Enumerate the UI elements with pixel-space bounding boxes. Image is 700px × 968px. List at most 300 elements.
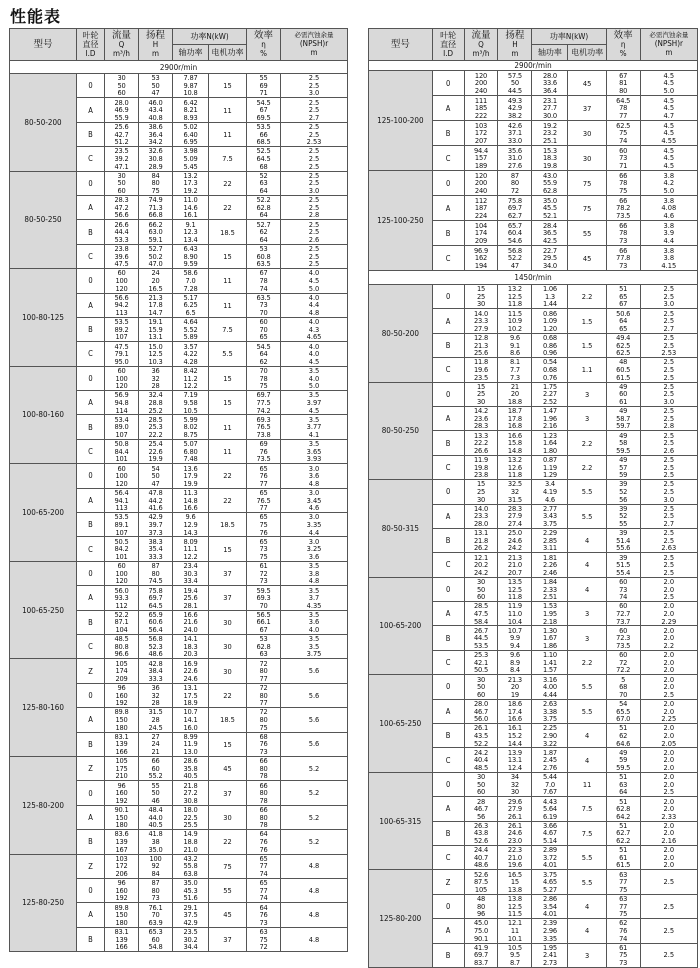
head-cell-value: 16.8 xyxy=(507,421,522,431)
efficiency-cell-value: 59 xyxy=(619,470,628,480)
shaft-power-cell xyxy=(173,195,209,219)
npsh-value: 2.0 xyxy=(663,625,675,635)
flow-cell-value: 95.0 xyxy=(114,356,129,366)
head-cell xyxy=(139,269,173,293)
efficiency-cell-value: 61 xyxy=(619,943,628,952)
shaft-power-cell-value: 4.43 xyxy=(542,796,557,806)
head-cell-value: 10.5 xyxy=(507,943,522,952)
impeller-code: Z xyxy=(77,756,105,780)
head-cell-value: 54 xyxy=(151,463,160,473)
flow-cell-value: 89.2 xyxy=(114,324,129,334)
npsh-cell xyxy=(640,246,697,271)
flow-cell-value: 60 xyxy=(476,592,485,602)
efficiency-cell-value: 69.3 xyxy=(256,593,271,603)
npsh-value: 2.0 xyxy=(663,657,675,667)
head-cell xyxy=(139,488,173,512)
npsh-cell xyxy=(640,96,697,121)
shaft-power-cell-value: 0.54 xyxy=(542,357,557,367)
motor-power-cell: 4 xyxy=(568,724,606,748)
shaft-power-cell-value: 16.9 xyxy=(183,658,198,668)
flow-cell-value: 53.3 xyxy=(114,234,129,244)
efficiency-cell xyxy=(247,756,281,780)
efficiency-cell-value: 49 xyxy=(619,455,628,465)
flow-cell xyxy=(464,121,498,146)
flow-cell-value: 23.3 xyxy=(473,316,488,326)
shaft-power-cell-value: 36.4 xyxy=(542,85,557,95)
flow-cell-value: 60 xyxy=(117,561,126,571)
shaft-power-cell-value: 9.87 xyxy=(183,80,198,90)
shaft-power-cell-value: 6.95 xyxy=(183,137,198,147)
shaft-power-cell-value: 3.66 xyxy=(542,821,557,830)
shaft-power-cell-value: 8.42 xyxy=(183,366,198,375)
shaft-power-cell-value: 14.8 xyxy=(183,495,198,505)
npsh-value: 4.0 xyxy=(308,268,320,278)
efficiency-cell-value: 58 xyxy=(619,438,628,448)
flow-cell-value: 96 xyxy=(117,780,126,790)
efficiency-cell-value: 64.6 xyxy=(616,738,631,748)
shaft-power-cell-value: 19.4 xyxy=(183,585,198,595)
motor-power-cell: 37 xyxy=(209,927,247,951)
table-row xyxy=(369,285,698,309)
npsh-value: 4.8 xyxy=(308,885,320,895)
npsh-cell xyxy=(640,171,697,196)
head-cell-value: 52.3 xyxy=(148,641,163,651)
npsh-cell xyxy=(640,196,697,221)
shaft-power-cell xyxy=(532,577,568,601)
head-cell-value: 72 xyxy=(510,185,519,195)
head-cell xyxy=(498,382,532,406)
efficiency-cell-value: 68 xyxy=(259,732,268,741)
head-cell-value: 46.0 xyxy=(148,97,163,107)
shaft-power-cell-value: 7.0 xyxy=(185,276,196,286)
shaft-power-cell-value: 17.5 xyxy=(183,690,198,700)
head-cell-value: 44.2 xyxy=(148,495,163,505)
motor-power-cell: 15 xyxy=(209,537,247,561)
efficiency-cell-value: 78.2 xyxy=(616,203,631,213)
head-cell-value: 69.7 xyxy=(507,203,522,213)
shaft-power-cell-value: 2.89 xyxy=(542,845,557,855)
shaft-power-cell-value: 2.18 xyxy=(542,616,557,626)
shaft-power-cell-value: 2.76 xyxy=(542,762,557,772)
header-model: 型号 xyxy=(10,29,77,61)
head-cell-value: 16.6 xyxy=(507,714,522,724)
npsh-value: 2.5 xyxy=(663,357,675,367)
efficiency-cell-value: 66 xyxy=(259,805,268,815)
shaft-power-cell-value: 1.30 xyxy=(542,625,557,635)
head-cell-value: 54.6 xyxy=(507,235,522,245)
efficiency-cell-value: 67 xyxy=(259,625,268,635)
npsh-value: 2.5 xyxy=(308,178,320,188)
npsh-value: 2.5 xyxy=(663,333,675,343)
flow-cell-value: 25.6 xyxy=(114,122,129,132)
flow-cell xyxy=(464,675,498,699)
flow-cell-value: 30 xyxy=(476,772,485,782)
speed-row xyxy=(369,271,698,285)
efficiency-cell-value: 80 xyxy=(259,812,268,822)
flow-cell-value: 56.6 xyxy=(114,210,129,220)
shaft-power-cell xyxy=(173,683,209,707)
motor-power-cell: 2.2 xyxy=(568,431,606,455)
npsh-value: 4.5 xyxy=(663,128,675,138)
table-row xyxy=(10,854,348,878)
flow-cell-value: 209 xyxy=(115,673,128,683)
head-cell-value: 62.7 xyxy=(507,210,522,220)
efficiency-cell-value: 65 xyxy=(259,332,268,342)
efficiency-cell-value: 74 xyxy=(619,592,628,602)
head-cell-value: 31.5 xyxy=(507,494,522,504)
impeller-code: C xyxy=(77,342,105,366)
shaft-power-cell xyxy=(173,610,209,634)
npsh-value: 4.2 xyxy=(663,178,675,188)
efficiency-cell xyxy=(247,683,281,707)
shaft-power-cell-value: 18.0 xyxy=(183,805,198,815)
efficiency-cell-value: 76 xyxy=(259,844,268,854)
flow-cell-value: 175 xyxy=(115,763,128,773)
flow-cell-value: 120 xyxy=(115,283,128,293)
head-cell-value: 47.0 xyxy=(148,259,163,269)
head-cell-value: 42.8 xyxy=(148,658,163,668)
efficiency-cell-value: 58.7 xyxy=(616,413,631,423)
shaft-power-cell-value: 1.47 xyxy=(542,406,557,416)
table-row xyxy=(10,756,348,780)
head-cell xyxy=(498,870,532,894)
npsh-value: 2.0 xyxy=(663,601,675,611)
pump-model: 125-80-200 xyxy=(369,870,433,968)
shaft-power-cell-value: 3.4 xyxy=(544,479,555,489)
shaft-power-cell xyxy=(173,878,209,902)
shaft-power-cell-value: 0.86 xyxy=(542,340,557,350)
efficiency-cell-value: 72 xyxy=(259,568,268,578)
motor-power-cell: 5.5 xyxy=(568,845,606,869)
efficiency-cell-value: 77.8 xyxy=(616,253,631,263)
efficiency-cell-value: 67.0 xyxy=(616,714,631,724)
npsh-value: 2.5 xyxy=(663,438,675,448)
npsh-cell xyxy=(640,504,697,528)
flow-cell xyxy=(105,464,139,488)
flow-cell xyxy=(105,878,139,902)
efficiency-cell xyxy=(247,781,281,805)
npsh-cell xyxy=(281,732,348,756)
shaft-power-cell-value: 2.33 xyxy=(542,584,557,594)
flow-cell-value: 50.5 xyxy=(114,536,129,546)
flow-cell-value: 27.9 xyxy=(473,323,488,333)
pump-model: 125-80-160 xyxy=(10,659,77,757)
head-cell-value: 22.3 xyxy=(507,845,522,855)
flow-cell-value: 47.5 xyxy=(114,259,129,269)
impeller-code: 0 xyxy=(77,171,105,195)
shaft-power-cell-value: 34.0 xyxy=(542,260,557,270)
efficiency-cell-value: 53 xyxy=(259,634,268,644)
npsh-value: 4.6 xyxy=(663,210,675,220)
flow-cell-value: 192 xyxy=(115,893,128,903)
flow-cell-value: 94.4 xyxy=(473,145,488,155)
efficiency-cell-value: 62.5 xyxy=(616,120,631,130)
pump-model: 125-100-250 xyxy=(369,171,433,271)
flow-cell xyxy=(105,366,139,390)
head-cell-value: 16.6 xyxy=(507,430,522,440)
head-cell-value: 7.3 xyxy=(509,372,520,382)
efficiency-cell-value: 67 xyxy=(619,70,628,80)
header-npsh: 必需汽蚀余量 (NPSH)r m xyxy=(281,29,348,61)
npsh-value: 5.6 xyxy=(308,690,320,700)
npsh-cell xyxy=(281,610,348,634)
npsh-value: 4.0 xyxy=(308,373,320,383)
shaft-power-cell-value: 37.5 xyxy=(183,910,198,920)
motor-power-cell: 5.5 xyxy=(568,699,606,723)
impeller-code: 0 xyxy=(77,561,105,585)
flow-cell-value: 26.7 xyxy=(473,625,488,635)
flow-cell-value: 50 xyxy=(117,178,126,188)
head-cell-value: 13.5 xyxy=(507,577,522,586)
npsh-value: 2.5 xyxy=(663,592,675,602)
flow-cell-value: 240 xyxy=(474,185,488,195)
npsh-value: 2.5 xyxy=(663,372,675,382)
shaft-power-cell-value: 8.93 xyxy=(183,112,198,122)
npsh-value: 4.5 xyxy=(663,145,675,155)
flow-cell-value: 20.2 xyxy=(473,560,488,570)
impeller-code: C xyxy=(432,455,464,479)
efficiency-cell-value: 68 xyxy=(259,161,268,171)
flow-cell-value: 52.2 xyxy=(114,610,129,619)
shaft-power-cell xyxy=(532,772,568,796)
efficiency-cell-value: 73 xyxy=(619,958,628,968)
flow-cell xyxy=(105,122,139,146)
shaft-power-cell-value: 0.86 xyxy=(542,308,557,318)
npsh-value: 4.55 xyxy=(661,135,677,145)
efficiency-cell xyxy=(247,195,281,219)
impeller-code: A xyxy=(77,293,105,317)
motor-power-cell: 75 xyxy=(568,171,606,196)
head-cell-value: 56.8 xyxy=(507,245,522,255)
shaft-power-cell xyxy=(532,675,568,699)
head-cell-value: 18.7 xyxy=(507,406,522,416)
motor-power-cell: 22 xyxy=(209,195,247,219)
shaft-power-cell-value: 3.75 xyxy=(542,869,557,879)
shaft-power-cell-value: 30.3 xyxy=(183,568,198,578)
head-cell xyxy=(139,513,173,537)
head-cell-value: 32.5 xyxy=(507,479,522,489)
head-cell-value: 26.1 xyxy=(507,811,522,821)
shaft-power-cell-value: 7.19 xyxy=(183,390,198,400)
head-cell-value: 17.8 xyxy=(148,300,163,310)
shaft-power-cell-value: 18.8 xyxy=(183,837,198,846)
flow-cell-value: 23.3 xyxy=(473,511,488,521)
head-cell xyxy=(498,221,532,246)
efficiency-cell-value: 61.5 xyxy=(616,372,631,382)
head-cell-value: 50 xyxy=(151,80,160,90)
shaft-power-cell-value: 21.6 xyxy=(183,617,198,627)
npsh-value: 2.5 xyxy=(308,251,320,261)
efficiency-cell-value: 73 xyxy=(259,544,268,554)
impeller-code: A xyxy=(77,195,105,219)
head-cell-value: 65.9 xyxy=(148,610,163,619)
npsh-cell xyxy=(640,553,697,577)
shaft-power-cell xyxy=(532,196,568,221)
efficiency-cell-value: 75 xyxy=(619,884,628,894)
table-row xyxy=(369,382,698,406)
efficiency-cell-value: 69 xyxy=(259,439,268,449)
efficiency-cell-value: 78 xyxy=(259,373,268,383)
efficiency-cell-value: 57 xyxy=(619,462,628,472)
shaft-power-cell xyxy=(173,708,209,732)
head-cell-value: 13.8 xyxy=(507,884,522,894)
efficiency-cell xyxy=(247,659,281,683)
head-cell xyxy=(498,821,532,845)
flow-cell xyxy=(105,391,139,415)
flow-cell-value: 101 xyxy=(115,454,128,464)
npsh-value: 2.0 xyxy=(663,699,675,708)
efficiency-cell-value: 76.5 xyxy=(256,422,271,432)
shaft-power-cell-value: 3.22 xyxy=(542,738,557,748)
shaft-power-cell-value: 0.76 xyxy=(542,372,557,382)
npsh-value: 3.5 xyxy=(308,366,320,375)
head-cell xyxy=(139,220,173,244)
head-cell-value: 70 xyxy=(151,910,160,920)
impeller-code: A xyxy=(432,309,464,333)
head-cell-value: 12.5 xyxy=(507,291,522,301)
head-cell-value: 52.7 xyxy=(148,244,163,254)
flow-cell-value: 93.3 xyxy=(114,593,129,603)
head-cell xyxy=(139,781,173,805)
motor-power-cell: 18.5 xyxy=(209,220,247,244)
head-cell-value: 60 xyxy=(151,763,160,773)
head-cell-value: 47 xyxy=(151,88,160,98)
npsh-value: 2.0 xyxy=(663,828,675,838)
flow-cell-value: 25 xyxy=(476,487,485,497)
efficiency-cell-value: 66 xyxy=(259,129,268,139)
head-cell xyxy=(498,675,532,699)
efficiency-cell-value: 50.6 xyxy=(616,308,631,318)
npsh-value: 2.5 xyxy=(308,161,320,171)
motor-power-cell: 3 xyxy=(568,626,606,650)
efficiency-cell-value: 69.7 xyxy=(256,390,271,400)
flow-cell xyxy=(105,805,139,829)
flow-cell-value: 94.2 xyxy=(114,300,129,310)
efficiency-cell-value: 73.5 xyxy=(616,210,631,220)
head-cell-value: 75.8 xyxy=(507,195,522,205)
head-cell xyxy=(498,121,532,146)
efficiency-cell-value: 64 xyxy=(259,186,268,196)
efficiency-cell xyxy=(606,772,640,796)
shaft-power-cell-value: 22.5 xyxy=(183,812,198,822)
efficiency-cell-value: 80 xyxy=(259,715,268,725)
flow-cell-value: 13.3 xyxy=(473,430,488,440)
efficiency-cell-value: 65 xyxy=(619,323,628,333)
npsh-value: 4.5 xyxy=(663,120,675,130)
head-cell-value: 22.2 xyxy=(148,429,163,439)
head-cell-value: 36 xyxy=(151,366,160,375)
shaft-power-cell-value: 34.4 xyxy=(183,942,198,952)
shaft-power-cell xyxy=(173,293,209,317)
flow-cell-value: 172 xyxy=(474,128,488,138)
impeller-code: A xyxy=(77,391,105,415)
npsh-cell xyxy=(281,878,348,902)
shaft-power-cell-value: 45.5 xyxy=(542,203,557,213)
npsh-value: 2.5 xyxy=(663,689,675,699)
head-cell-value: 21.0 xyxy=(507,852,522,862)
head-cell-value: 18.6 xyxy=(507,699,522,708)
shaft-power-cell-value: 2.73 xyxy=(542,958,557,968)
pump-model: 100-80-160 xyxy=(10,366,77,464)
npsh-value: 3.5 xyxy=(308,414,320,424)
npsh-value: 2.5 xyxy=(308,195,320,205)
shaft-power-cell-value: 2.45 xyxy=(542,755,557,765)
motor-power-cell: 4 xyxy=(568,577,606,601)
shaft-power-cell-value: 1.10 xyxy=(542,650,557,660)
header-motor-power: 电机功率 xyxy=(209,45,247,61)
flow-cell-value: 46.9 xyxy=(114,105,129,115)
npsh-value: 5.0 xyxy=(308,381,320,391)
shaft-power-cell-value: 13.6 xyxy=(183,463,198,473)
npsh-cell xyxy=(281,927,348,951)
flow-cell xyxy=(105,683,139,707)
shaft-power-cell xyxy=(173,220,209,244)
page-title: 性能表 xyxy=(10,7,62,26)
head-cell xyxy=(139,342,173,366)
shaft-power-cell-value: 18.3 xyxy=(542,153,557,163)
head-cell-value: 9.4 xyxy=(509,640,520,650)
head-cell-value: 22.6 xyxy=(148,446,163,456)
flow-cell-value: 103 xyxy=(115,854,128,863)
performance-table xyxy=(368,28,698,968)
efficiency-cell-value: 71 xyxy=(259,88,268,98)
npsh-value: 3.8 xyxy=(663,170,675,180)
npsh-value: 3.5 xyxy=(308,585,320,595)
npsh-cell xyxy=(281,708,348,732)
efficiency-cell-value: 62 xyxy=(619,918,628,928)
pump-model: 100-65-200 xyxy=(369,577,433,675)
efficiency-cell-value: 76.5 xyxy=(256,495,271,505)
head-cell-value: 17.8 xyxy=(507,413,522,423)
shaft-power-cell-value: 1.20 xyxy=(542,323,557,333)
performance-table-right xyxy=(368,28,698,968)
shaft-power-cell-value: 4.6 xyxy=(544,494,555,504)
efficiency-cell-value: 64 xyxy=(259,210,268,220)
head-cell-value: 8.7 xyxy=(509,958,520,968)
efficiency-cell-value: 77 xyxy=(259,698,268,708)
head-cell xyxy=(498,285,532,309)
flow-cell xyxy=(105,659,139,683)
shaft-power-cell xyxy=(173,244,209,268)
flow-cell-value: 44.5 xyxy=(473,633,488,643)
npsh-value: 2.5 xyxy=(663,504,675,513)
head-cell-value: 24 xyxy=(151,739,160,749)
flow-cell-value: 47.5 xyxy=(473,608,488,618)
head-cell-value: 25.0 xyxy=(507,528,522,538)
shaft-power-cell xyxy=(532,246,568,271)
flow-cell-value: 180 xyxy=(115,722,128,732)
npsh-value: 2.5 xyxy=(663,487,675,497)
head-cell-value: 35.4 xyxy=(148,544,163,554)
efficiency-cell-value: 77 xyxy=(259,885,268,895)
flow-cell-value: 100 xyxy=(115,276,128,286)
npsh-value: 2.0 xyxy=(663,772,675,782)
efficiency-cell xyxy=(606,821,640,845)
efficiency-cell-value: 64.5 xyxy=(616,95,631,105)
motor-power-cell: 37 xyxy=(209,781,247,805)
flow-cell xyxy=(464,406,498,430)
shaft-power-cell-value: 1.64 xyxy=(542,438,557,448)
shaft-power-cell-value: 2.46 xyxy=(542,567,557,577)
motor-power-cell: 30 xyxy=(209,659,247,683)
impeller-code: C xyxy=(432,650,464,674)
table-row xyxy=(369,71,698,96)
flow-cell-value: 39.2 xyxy=(114,154,129,164)
npsh-value: 4.4 xyxy=(663,235,675,245)
npsh-cell xyxy=(281,415,348,439)
flow-cell-value: 120 xyxy=(474,170,488,180)
pump-model: 125-80-200 xyxy=(10,756,77,854)
